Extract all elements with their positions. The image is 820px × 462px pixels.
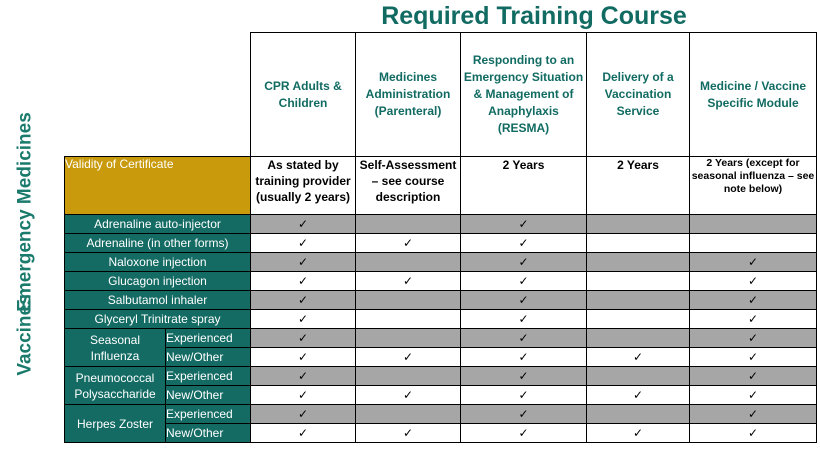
- table-row: [65, 253, 817, 272]
- validity-label: Validity of Certificate: [65, 157, 251, 215]
- table-row: [65, 405, 817, 424]
- training-table: [64, 32, 817, 443]
- check-mark-icon: ✓: [461, 424, 587, 443]
- check-mark-icon: ✓: [461, 253, 587, 272]
- row-label-medicine: Naloxone injection: [65, 253, 251, 272]
- table-row: [65, 291, 817, 310]
- table-row: [65, 386, 817, 405]
- check-mark-icon: ✓: [251, 253, 356, 272]
- check-mark-icon: ✓: [356, 386, 461, 405]
- empty-cell: [587, 329, 690, 348]
- check-mark-icon: ✓: [251, 424, 356, 443]
- check-mark-icon: ✓: [690, 291, 817, 310]
- vaccine-experience-label: New/Other: [166, 424, 251, 443]
- table-row: [65, 329, 817, 348]
- empty-cell: [587, 253, 690, 272]
- check-mark-icon: ✓: [461, 272, 587, 291]
- empty-cell: [587, 310, 690, 329]
- check-mark-icon: ✓: [251, 405, 356, 424]
- check-mark-icon: ✓: [587, 348, 690, 367]
- check-mark-icon: ✓: [251, 310, 356, 329]
- empty-cell: [587, 367, 690, 386]
- side-label-vaccines: Vaccines: [14, 294, 36, 376]
- table-row: [65, 272, 817, 291]
- empty-cell: [356, 405, 461, 424]
- table-row: [65, 234, 817, 253]
- empty-cell: [356, 291, 461, 310]
- row-label-medicine: Glucagon injection: [65, 272, 251, 291]
- check-mark-icon: ✓: [690, 386, 817, 405]
- check-mark-icon: ✓: [251, 329, 356, 348]
- empty-cell: [356, 329, 461, 348]
- vaccine-experience-label: Experienced: [166, 367, 251, 386]
- col-header-resma: Responding to an Emergency Situation & Management of Anaphylaxis (RESMA): [461, 33, 587, 157]
- column-header-row: [65, 33, 817, 157]
- check-mark-icon: ✓: [356, 272, 461, 291]
- check-mark-icon: ✓: [251, 367, 356, 386]
- empty-cell: [356, 310, 461, 329]
- check-mark-icon: ✓: [690, 424, 817, 443]
- vaccine-experience-label: New/Other: [166, 386, 251, 405]
- check-mark-icon: ✓: [461, 405, 587, 424]
- side-label-emergency-text: Emergency Medicines: [14, 112, 36, 312]
- check-mark-icon: ✓: [461, 386, 587, 405]
- check-mark-icon: ✓: [690, 253, 817, 272]
- validity-cpr: As stated by training provider (usually 2 years): [251, 157, 356, 215]
- validity-vaccination-service: 2 Years: [587, 157, 690, 215]
- empty-cell: [690, 234, 817, 253]
- empty-cell: [587, 234, 690, 253]
- table-row: [65, 348, 817, 367]
- check-mark-icon: ✓: [461, 310, 587, 329]
- vaccine-experience-label: New/Other: [166, 348, 251, 367]
- check-mark-icon: ✓: [587, 386, 690, 405]
- table-row: [65, 424, 817, 443]
- empty-cell: [587, 272, 690, 291]
- col-header-vaccination-service: Delivery of a Vaccination Service: [587, 33, 690, 157]
- empty-cell: [690, 215, 817, 234]
- check-mark-icon: ✓: [690, 329, 817, 348]
- vaccine-group-label: Pneumococcal Polysaccharide: [65, 367, 166, 405]
- vaccine-experience-label: Experienced: [166, 329, 251, 348]
- empty-cell: [356, 215, 461, 234]
- side-label-emergency: [15, 112, 36, 312]
- empty-cell: [587, 405, 690, 424]
- table-row: [65, 367, 817, 386]
- check-mark-icon: ✓: [251, 234, 356, 253]
- check-mark-icon: ✓: [690, 272, 817, 291]
- check-mark-icon: ✓: [690, 310, 817, 329]
- check-mark-icon: ✓: [587, 424, 690, 443]
- check-mark-icon: ✓: [461, 234, 587, 253]
- empty-cell: [587, 215, 690, 234]
- row-label-medicine: Salbutamol inhaler: [65, 291, 251, 310]
- check-mark-icon: ✓: [356, 234, 461, 253]
- vaccine-group-label: Herpes Zoster: [65, 405, 166, 443]
- table-row: [65, 215, 817, 234]
- check-mark-icon: ✓: [690, 367, 817, 386]
- row-label-medicine: Adrenaline (in other forms): [65, 234, 251, 253]
- validity-medicines-admin: Self-Assessment – see course description: [356, 157, 461, 215]
- row-label-medicine: Glyceryl Trinitrate spray: [65, 310, 251, 329]
- page-title: Required Training Course: [381, 2, 687, 30]
- col-header-specific-module: Medicine / Vaccine Specific Module: [690, 33, 817, 157]
- col-header-medicines-admin: Medicines Administration (Parenteral): [356, 33, 461, 157]
- validity-specific-module: 2 Years (except for seasonal influenza – see note below): [690, 157, 817, 215]
- empty-cell: [356, 253, 461, 272]
- check-mark-icon: ✓: [690, 348, 817, 367]
- row-label-medicine: Adrenaline auto-injector: [65, 215, 251, 234]
- vaccine-experience-label: Experienced: [166, 405, 251, 424]
- check-mark-icon: ✓: [356, 424, 461, 443]
- check-mark-icon: ✓: [690, 405, 817, 424]
- check-mark-icon: ✓: [461, 367, 587, 386]
- check-mark-icon: ✓: [251, 215, 356, 234]
- validity-row: [65, 157, 817, 215]
- validity-resma: 2 Years: [461, 157, 587, 215]
- col-header-cpr: CPR Adults & Children: [251, 33, 356, 157]
- check-mark-icon: ✓: [461, 348, 587, 367]
- check-mark-icon: ✓: [251, 348, 356, 367]
- check-mark-icon: ✓: [356, 348, 461, 367]
- table-row: [65, 310, 817, 329]
- check-mark-icon: ✓: [461, 329, 587, 348]
- check-mark-icon: ✓: [251, 291, 356, 310]
- check-mark-icon: ✓: [461, 215, 587, 234]
- empty-cell: [356, 367, 461, 386]
- vaccine-group-label: Seasonal Influenza: [65, 329, 166, 367]
- check-mark-icon: ✓: [251, 386, 356, 405]
- empty-cell: [587, 291, 690, 310]
- check-mark-icon: ✓: [461, 291, 587, 310]
- check-mark-icon: ✓: [251, 272, 356, 291]
- header-blank-cell: [65, 33, 251, 157]
